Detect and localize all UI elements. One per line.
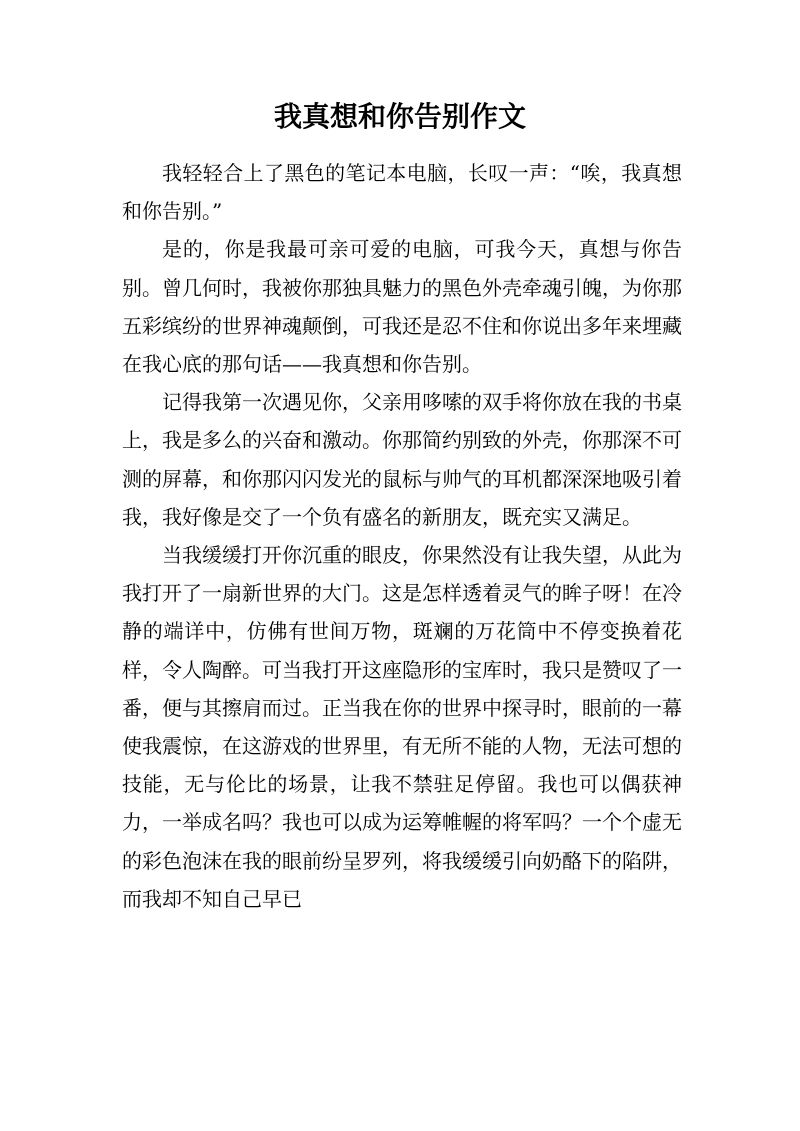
paragraph-3: 记得我第一次遇见你，父亲用哆嗦的双手将你放在我的书桌上，我是多么的兴奋和激动。你那简约别致的外壳，你那深不可测的屏幕，和你那闪闪发光的鼠标与帅气的耳机都深深地吸引着我，我好像是交了一个负有盛名的新朋友，既充实又满足。: [122, 390, 682, 529]
document-body: [122, 154, 682, 918]
paragraph-2: 是的，你是我最可亲可爱的电脑，可我今天，真想与你告别。曾几何时，我被你那独具魅力的黑色外壳牵魂引魄，为你那五彩缤纷的世界神魂颠倒，可我还是忍不住和你说出多年来埋藏在我心底的那句话——我真想和你告别。: [122, 237, 682, 377]
paragraph-1: 我轻轻合上了黑色的笔记本电脑，长叹一声：“唉，我真想和你告别。”: [122, 161, 682, 224]
document-title: 我真想和你告别作文: [273, 100, 526, 133]
paragraph-4: 当我缓缓打开你沉重的眼皮，你果然没有让我失望，从此为我打开了一扇新世界的大门。这是怎样透着灵气的眸子呀！在冷静的端详中，仿佛有世间万物，斑斓的万花筒中不停变换着花样，令人陶醉。可当我打开这座隐形的宝库时，我只是赞叹了一番，便与其擦肩而过。正当我在你的世界中探寻时，眼前的一幕使我震惊，在这游戏的世界里，有无所不能的人物，无法可想的技能，无与伦比的场景，让我不禁驻足停留。我也可以偶获神力，一举成名吗？我也可以成为运筹帷幄的将军吗？一个个虚无的彩色泡沫在我的眼前纷呈罗列，将我缓缓引向奶酪下的陷阱，而我却不知自己早已: [122, 543, 682, 911]
